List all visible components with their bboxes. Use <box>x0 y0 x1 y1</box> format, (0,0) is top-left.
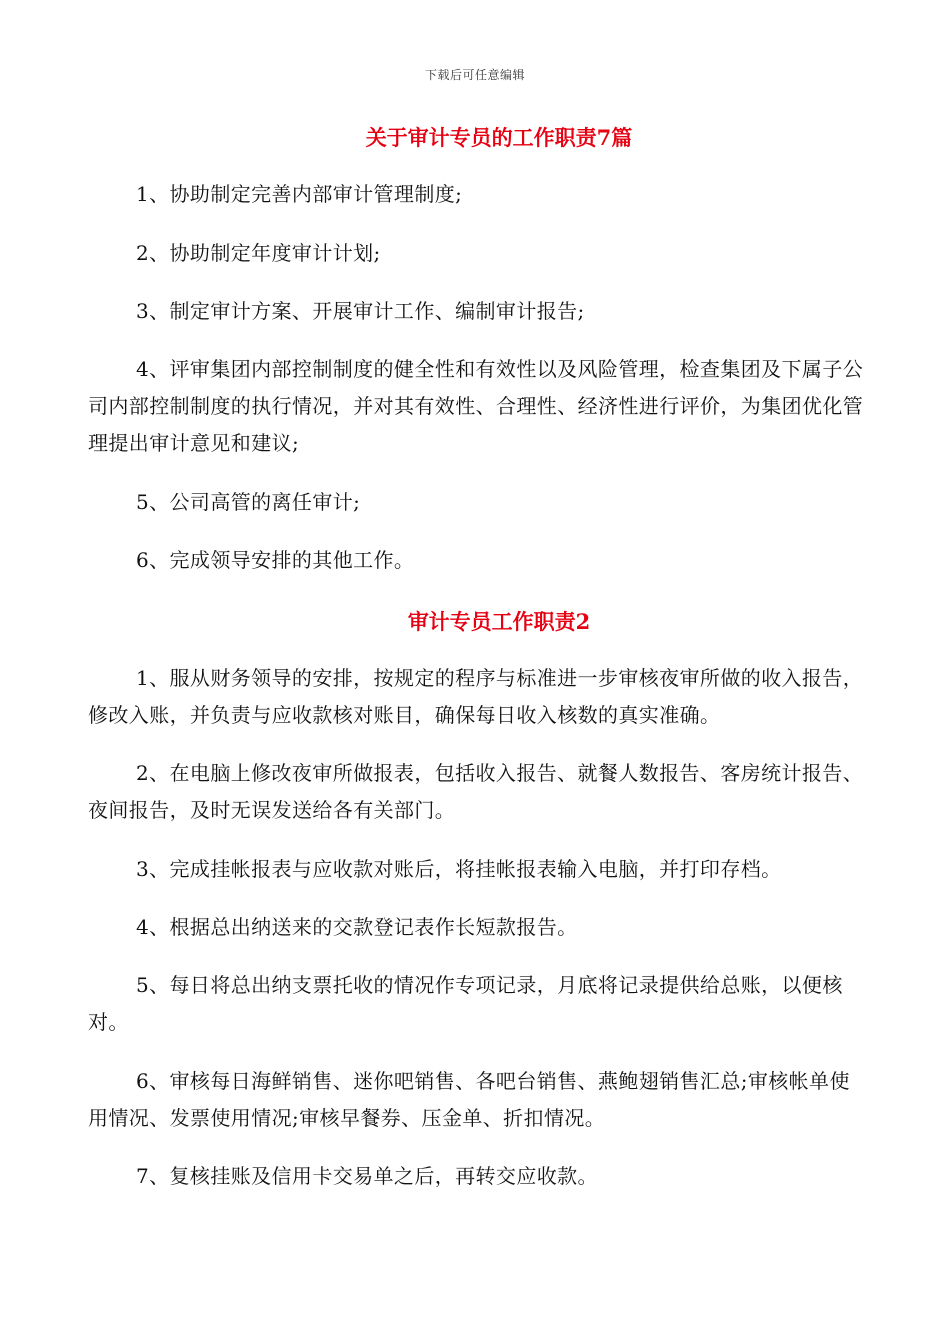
header-note: 下载后可任意编辑 <box>424 68 525 82</box>
section2-item-5: 5、每日将总出纳支票托收的情况作专项记录，月底将记录提供给总账，以便核对。 <box>88 973 843 1034</box>
section2-item-7: 7、复核挂账及信用卡交易单之后，再转交应收款。 <box>136 1164 598 1188</box>
page-title: 关于审计专员的工作职责7篇 <box>365 125 633 150</box>
section2-item-6: 6、审核每日海鲜销售、迷你吧销售、各吧台销售、燕鲍翅销售汇总;审核帐单使用情况、发票使用情况;审核早餐券、压金单、折扣情况。 <box>88 1069 850 1130</box>
section2-item-3: 3、完成挂帐报表与应收款对账后，将挂帐报表输入电脑，并打印存档。 <box>136 857 782 881</box>
section1-item-6: 6、完成领导安排的其他工作。 <box>136 548 415 572</box>
section2-item-2: 2、在电脑上修改夜审所做报表，包括收入报告、就餐人数报告、客房统计报告、夜间报告，及时无误发送给各有关部门。 <box>88 761 864 822</box>
section1-item-2: 2、协助制定年度审计计划; <box>136 241 381 265</box>
section2-item-4: 4、根据总出纳送来的交款登记表作长短款报告。 <box>136 915 578 939</box>
section1-item-3: 3、制定审计方案、开展审计工作、编制审计报告; <box>136 299 585 323</box>
section2-item-1: 1、服从财务领导的安排，按规定的程序与标准进一步审核夜审所做的收入报告，修改入账，并负责与应收款核对账目，确保每日收入核数的真实准确。 <box>88 666 864 727</box>
section2-title: 审计专员工作职责2 <box>407 609 591 634</box>
section1-item-4: 4、评审集团内部控制制度的健全性和有效性以及风险管理，检查集团及下属子公司内部控制制度的执行情况，并对其有效性、合理性、经济性进行评价，为集团优化管理提出审计意见和建议; <box>88 357 864 455</box>
section1-item-1: 1、协助制定完善内部审计管理制度; <box>136 182 463 206</box>
section1-item-5: 5、公司高管的离任审计; <box>136 490 361 514</box>
